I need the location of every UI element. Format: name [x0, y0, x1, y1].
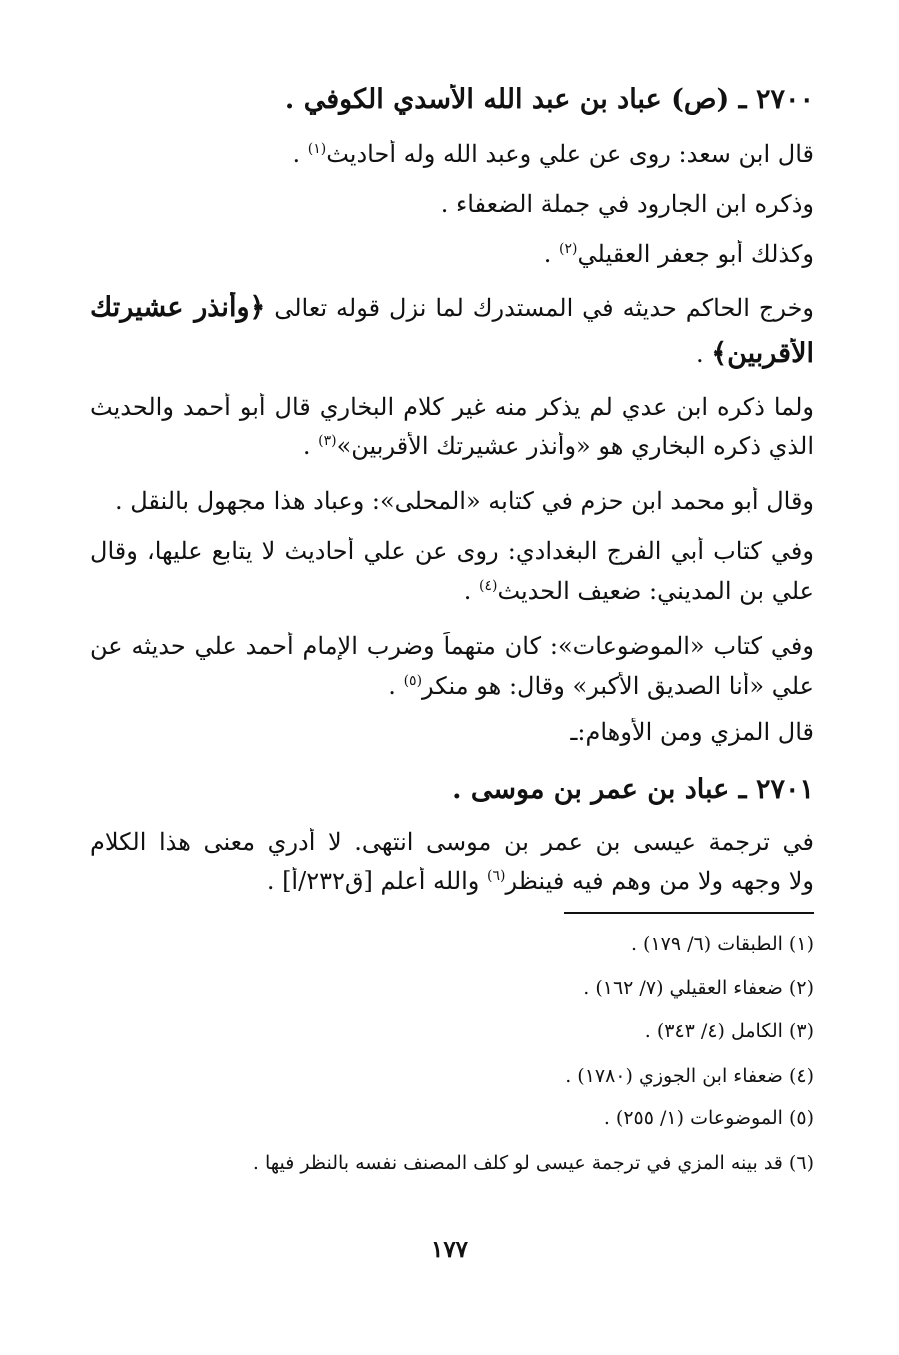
footnote-separator: [564, 912, 814, 914]
para-tail: .: [388, 672, 404, 700]
entry-2700-para-ibn-jarud: وذكره ابن الجارود في جملة الضعفاء .: [440, 190, 814, 218]
entry-2700-para-abu-faraj-line2: [90, 577, 814, 605]
entry-2700-para-mizzi: قال المزي ومن الأوهام:ـ: [570, 718, 814, 746]
entry-2700-para-mawduat-line1: وفي كتاب «الموضوعات»: كان متهماً وضرب الإمام أحمد علي حديثه عن: [90, 632, 814, 660]
para-tail: .: [543, 240, 560, 268]
footnote-6: (٦) قد بينه المزي في ترجمة عيسى لو كلف المصنف نفسه بالنظر فيها .: [252, 1152, 814, 1174]
footnote-ref-6: (٦): [487, 868, 506, 884]
page-number: ١٧٧: [430, 1236, 469, 1263]
para-text: وكذلك أبو جعفر العقيلي: [577, 240, 814, 268]
footnote-5: (٥) الموضوعات (١/ ٢٥٥) .: [603, 1107, 814, 1129]
para-tail: .: [463, 577, 479, 605]
para-tail: .: [292, 140, 308, 168]
entry-2701-para-line1: في ترجمة عيسى بن عمر بن موسى انتهى. لا أدري معنى هذا الكلام: [90, 828, 814, 856]
footnote-1: (١) الطبقات (٦/ ١٧٩) .: [630, 933, 814, 955]
footnote-3: (٣) الكامل (٤/ ٣٤٣) .: [644, 1020, 814, 1042]
entry-2700-para-hakim-line2: [90, 338, 814, 369]
entry-2700-para-ibn-adi-line1: ولما ذكره ابن عدي لم يذكر منه غير كلام البخاري قال أبو أحمد والحديث: [90, 393, 814, 421]
para-tail: .: [695, 340, 712, 368]
entry-2700-para-hakim-line1: [90, 292, 814, 323]
entry-2701-heading: ٢٧٠١ ـ عباد بن عمر بن موسى .: [452, 774, 814, 805]
entry-2700-para-ibn-hazm: وقال أبو محمد ابن حزم في كتابه «المحلى»: وعباد هذا مجهول بالنقل .: [114, 487, 814, 515]
para-tail: والله أعلم [ق٢٣٢/أ] .: [266, 867, 488, 895]
para-tail: .: [302, 432, 319, 460]
footnote-ref-3: (٣): [318, 433, 337, 449]
footnote-2: (٢) ضعفاء العقيلي (٧/ ١٦٢) .: [583, 977, 814, 999]
footnote-ref-4: (٤): [478, 578, 498, 594]
quran-quote: ﴿وأنذر عشيرتك: [90, 292, 266, 323]
entry-2700-para-abu-faraj-line1: وفي كتاب أبي الفرج البغدادي: روى عن علي أحاديث لا يتابع عليها، وقال: [90, 537, 814, 565]
footnote-ref-2: (٢): [559, 241, 578, 257]
footnote-ref-1: (١): [307, 141, 327, 157]
para-text: الذي ذكره البخاري هو «وأنذر عشيرتك الأقربين»: [336, 432, 814, 460]
entry-2700-heading: ٢٧٠٠ ـ (ص) عباد بن عبد الله الأسدي الكوفي .: [284, 84, 814, 115]
entry-2701-para-line2: [90, 867, 814, 895]
para-text: ولا وجهه ولا من وهم فيه فينظر: [505, 867, 814, 895]
quran-quote-end: الأقربين﴾: [711, 338, 814, 369]
para-text: وخرج الحاكم حديثه في المستدرك لما نزل قوله تعالى: [265, 294, 814, 322]
para-text: علي «أنا الصديق الأكبر» وقال: هو منكر: [422, 672, 814, 700]
entry-2700-para-mawduat-line2: [90, 672, 814, 700]
entry-2700-para-uqayli: [90, 240, 814, 268]
para-text: علي بن المديني: ضعيف الحديث: [497, 577, 814, 605]
entry-2700-para-ibn-adi-line2: [90, 432, 814, 460]
para-text: قال ابن سعد: روى عن علي وعبد الله وله أحاديث: [326, 140, 814, 168]
footnote-ref-5: (٥): [403, 673, 423, 689]
entry-2700-para-ibn-saad: [90, 140, 814, 168]
footnote-4: (٤) ضعفاء ابن الجوزي (١٧٨٠) .: [565, 1065, 814, 1087]
